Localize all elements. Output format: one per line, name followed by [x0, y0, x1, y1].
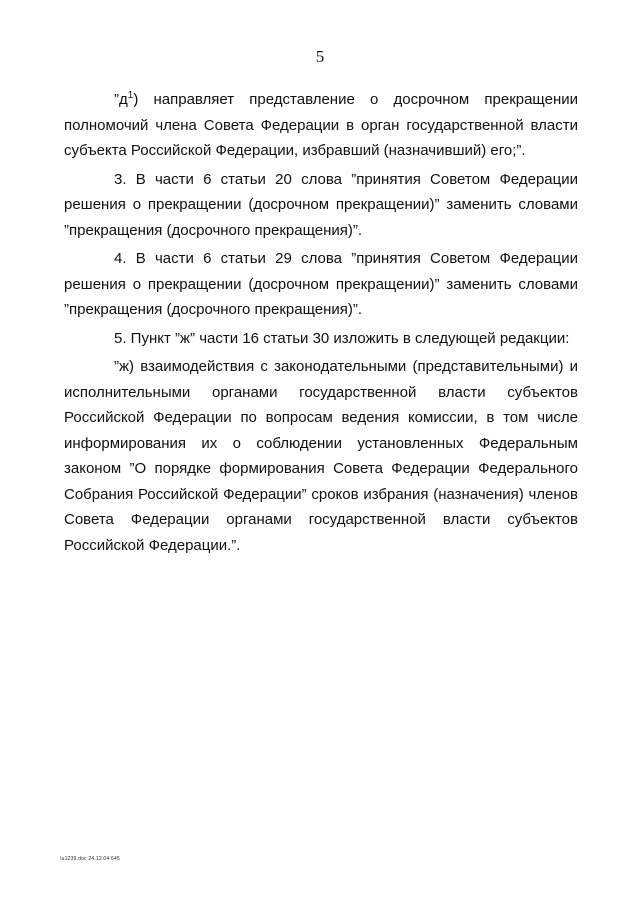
subpoint-superscript: 1 — [127, 90, 134, 101]
paragraph-item-3: 3. В части 6 статьи 20 слова ”принятия Советом Федерации решения о прекращении (досрочном прекращении)” заменить словами ”прекращения (досрочного прекращения)”. — [64, 170, 578, 239]
subpoint-prefix: ”д — [114, 91, 128, 108]
paragraph-item-5: 5. Пункт ”ж” части 16 статьи 30 изложить в следующей редакции: — [114, 329, 570, 347]
paragraph-item-4: 4. В части 6 статьи 29 слова ”принятия Советом Федерации решения о прекращении (досрочном прекращении)” заменить словами ”прекращения (досрочного прекращения)”. — [64, 250, 578, 318]
page-number: 5 — [315, 47, 325, 66]
subpoint-text: ) направляет представление о досрочном прекращении полномочий члена Совета Федерации в орган государственной власти субъекта Российской Федерации, избравший (назначивший) его;”. — [64, 91, 578, 159]
footer-file-reference: \u1239.doc 24.12.04 645 — [60, 856, 120, 862]
paragraph-subpoint-zh: ”ж) взаимодействия с законодательными (представительными) и исполнительными органами государственной власти субъектов Российской Федерации по вопросам ведения комиссии, в том числе информирования их о соблюдении установленных Федеральным законом ”О порядке формирования Совета Федерации Федерального Собрания Российской Федерации” сроков избрания (назначения) членов Совета Федерации органами государственной власти субъектов Российской Федерации.”. — [64, 358, 578, 554]
document-body — [64, 83, 578, 561]
paragraph-subpoint-d1 — [64, 83, 578, 164]
